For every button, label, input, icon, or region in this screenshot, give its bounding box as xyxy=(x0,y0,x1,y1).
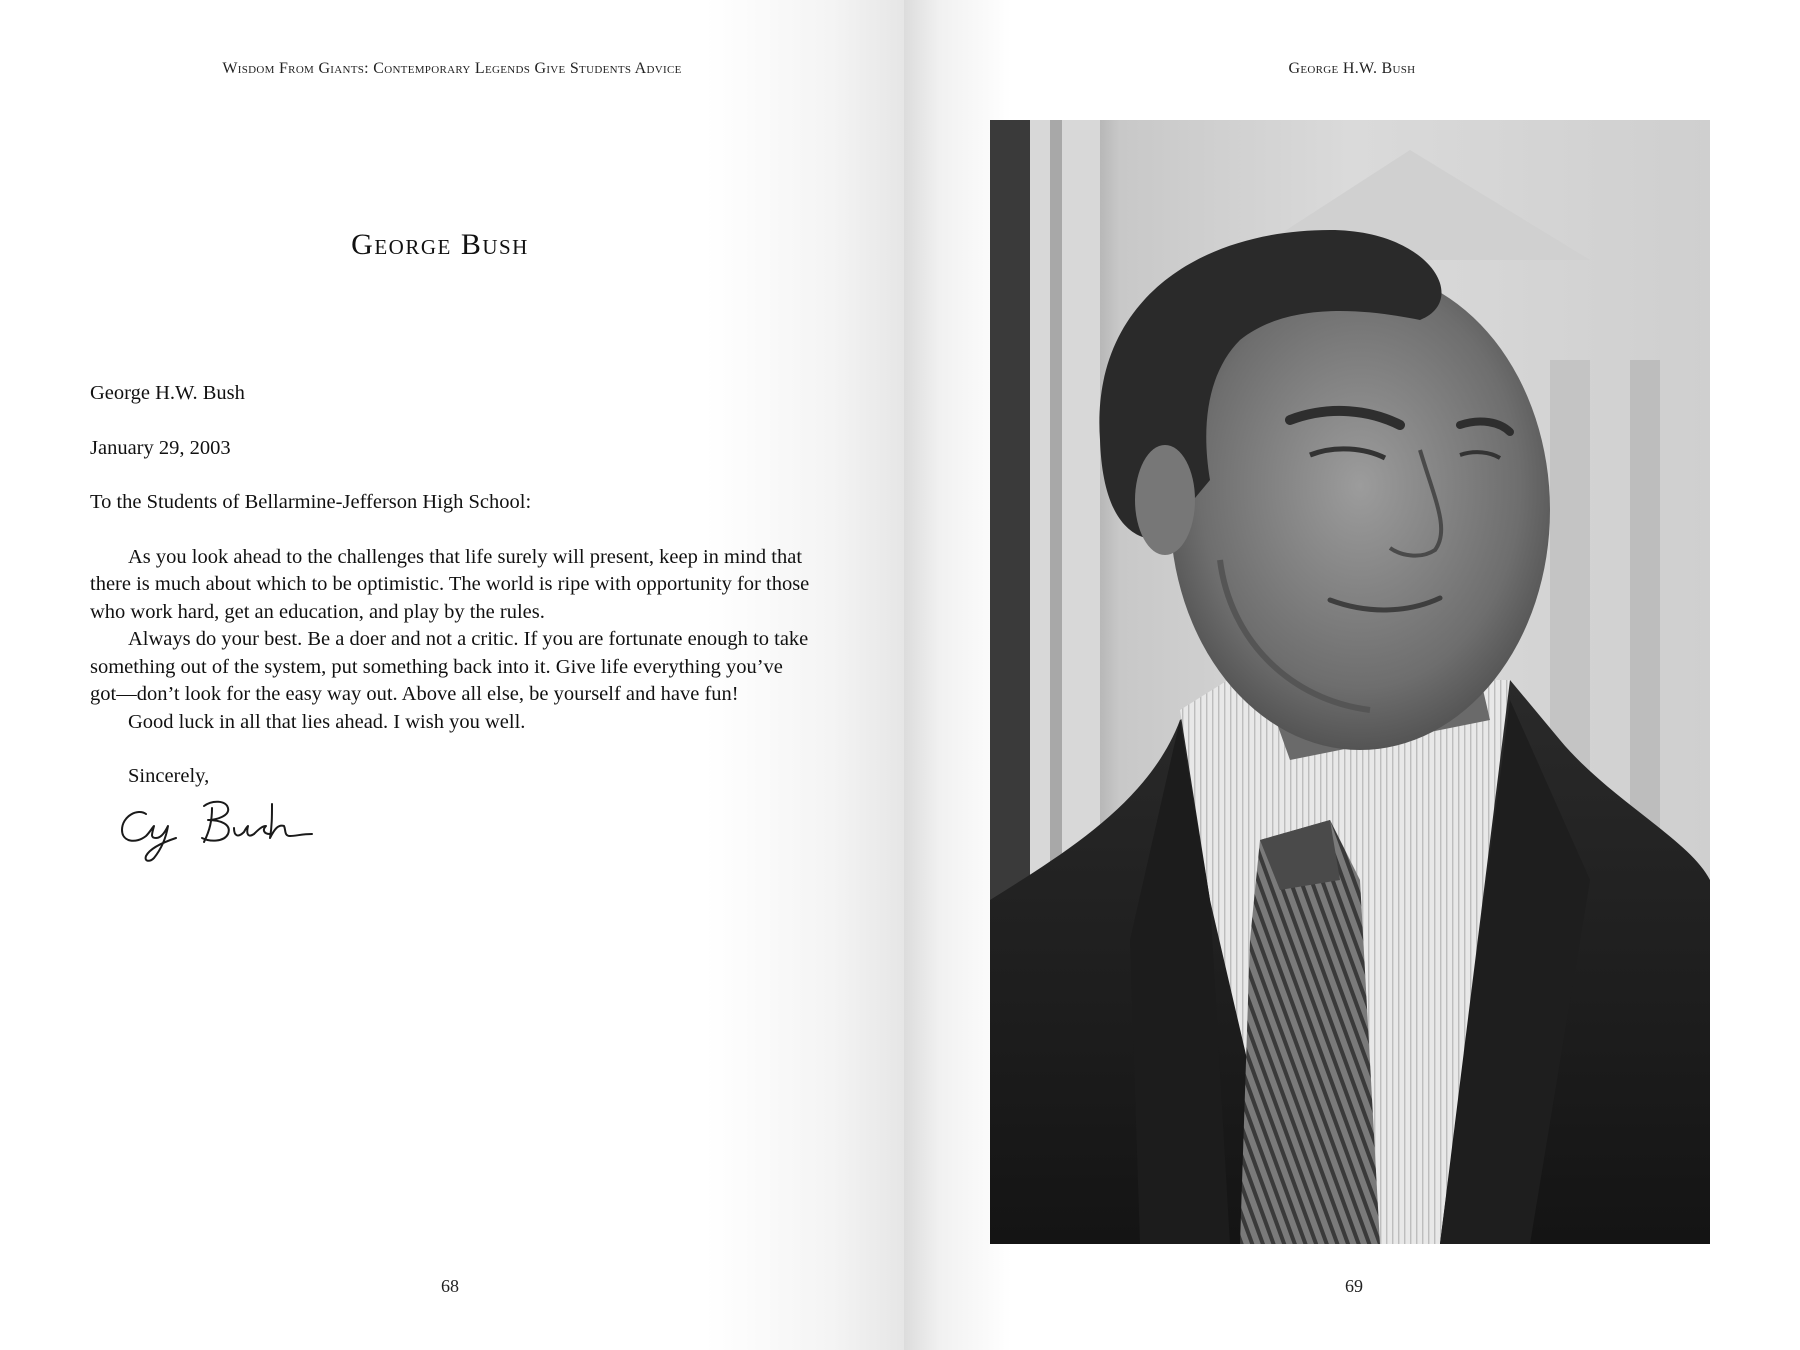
right-page xyxy=(904,0,1800,1350)
letter-paragraph: As you look ahead to the challenges that life surely will present, keep in mind that there is much about which to be optimistic. The world is ripe with opportunity for those who work hard, get an education, and play by the rules. xyxy=(90,545,810,623)
page-number-left: 68 xyxy=(441,1276,459,1296)
running-head-right: George H.W. Bush xyxy=(1288,60,1416,77)
letter-paragraph: Always do your best. Be a doer and not a critic. If you are fortunate enough to take something out of the system, put something back into it. Give life everything you’ve got—don’t look for the easy way out. Above all else, be yourself and have fun! xyxy=(90,628,809,705)
portrait-photo xyxy=(990,120,1710,1244)
page-number-right: 69 xyxy=(1345,1276,1363,1296)
letter-body xyxy=(90,380,810,791)
letter-date: January 29, 2003 xyxy=(90,436,231,459)
signature-image xyxy=(116,786,356,866)
letter-salutation: To the Students of Bellarmine-Jefferson High School: xyxy=(90,491,532,513)
running-head-left: Wisdom From Giants: Contemporary Legends Give Students Advice xyxy=(222,60,682,77)
letter-paragraph: Good luck in all that lies ahead. I wish you well. xyxy=(128,710,526,733)
chapter-title: George Bush xyxy=(351,228,529,261)
letter-closing: Sincerely, xyxy=(128,765,210,787)
letter-from: George H.W. Bush xyxy=(90,382,245,404)
